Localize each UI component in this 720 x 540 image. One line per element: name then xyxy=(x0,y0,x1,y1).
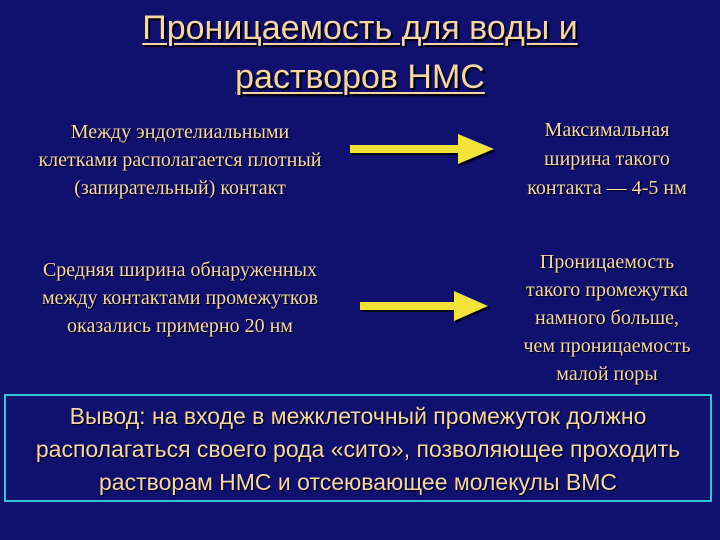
left-text-top: Между эндотелиальными клетками располагается плотный (запирательный) контакт xyxy=(38,121,322,199)
slide-title: Проницаемость для воды и растворов НМС xyxy=(142,9,578,96)
left-text-bottom: Средняя ширина обнаруженных между контактами промежутков оказались примерно 20 нм xyxy=(41,259,319,337)
right-text-top: Максимальная ширина такого контакта — 4-5 нм xyxy=(527,119,687,199)
arrow-right-icon xyxy=(348,132,496,166)
conclusion-text: Вывод: на входе в межклеточный промежуток должно располагаться своего рода «сито», позволяющее проходить растворам НМС и отсеювающее молекулы ВМС xyxy=(35,403,681,495)
conclusion-box xyxy=(4,394,712,502)
arrow-right-icon xyxy=(358,289,490,323)
right-text-bottom: Проницаемость такого промежутка намного больше, чем проницаемость малой поры xyxy=(523,251,691,385)
